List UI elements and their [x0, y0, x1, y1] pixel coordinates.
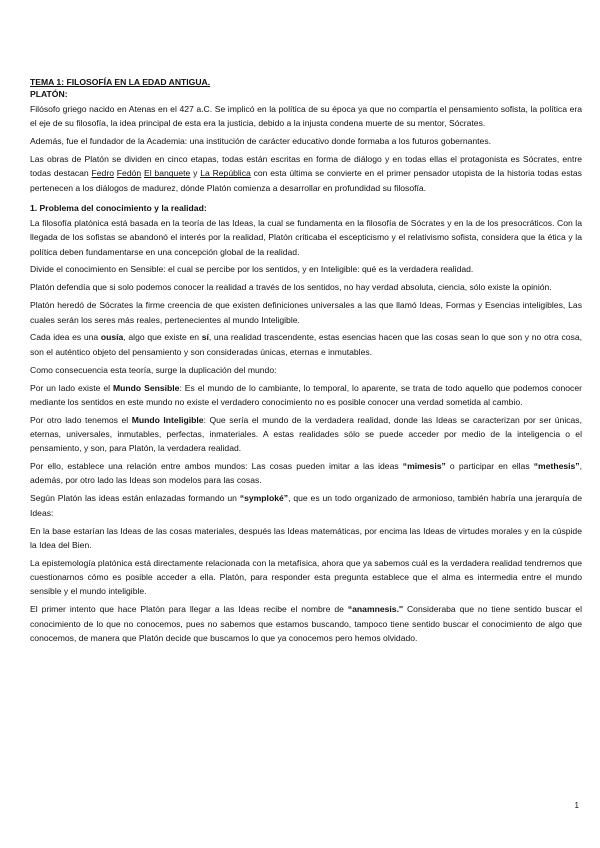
section-paragraph-7 [30, 381, 582, 410]
term-mimesis: “mimesis” [402, 461, 446, 472]
work-el-banquete: El banquete [143, 168, 191, 179]
section-paragraph-5 [30, 330, 582, 359]
text-run: Según Platón las ideas están enlazadas formando un [30, 493, 240, 504]
term-ousia: ousía [100, 332, 124, 343]
section-paragraph-13 [30, 602, 582, 645]
section-paragraph-1: La filosofía platónica está basada en la teoría de las Ideas, la cual se fundamenta en la filosofía de Sócrates y en la de los presocráticos. Con la llegada de los sofistas se abandonó el interés por la realidad, Platón criticaba el escepticismo y el relativismo sofista, considera que la ética y la política deben fundamentarse en una concepción global de la realidad. [30, 217, 582, 257]
work-la-republica: La República [200, 168, 251, 179]
section-paragraph-8 [30, 413, 582, 456]
text-run: Cada idea es una [30, 332, 101, 343]
text-run: Por otro lado tenemos el [30, 414, 132, 425]
document-page [30, 76, 582, 649]
text-run: Por ello, establece una relación entre ambos mundos: Las cosas pueden imitar a las ideas [30, 461, 403, 472]
text-run: , además, por otro lado las Ideas son modelos para las cosas. [30, 461, 582, 486]
text-run: Por un lado existe el [30, 382, 113, 393]
text-run: Las obras de Platón se dividen en cinco etapas, todas están escritas en forma de diálogo y en todas ellas el protagonista es Sócrates, entre todas destacan [30, 154, 582, 179]
term-methesis: “methesis” [533, 461, 580, 472]
section-paragraph-11: En la base estarían las Ideas de las cosas materiales, después las Ideas matemáticas, por encima las Ideas de virtudes morales y en la cúspide la Idea del Bien. [30, 525, 582, 550]
section-paragraph-4: Platón heredó de Sócrates la firme creencia de que existen definiciones universales a las que llamó Ideas, Formas y Esencias inteligibles, Las cuales serán los seres más reales, pertenecientes al mundo Inteligible. [30, 300, 582, 325]
text-run: , una realidad trascendente, estas esencias hacen que las cosas sean lo que son y no otra cosa, son el auténtico objeto del pensamiento y son consideradas únicas, eternas e inmutables. [30, 332, 582, 357]
term-anamnesis: “anamnesis.'' [347, 604, 404, 615]
term-symploke: “symploké” [239, 493, 289, 504]
work-fedro: Fedro [91, 168, 114, 179]
section-paragraph-12: La epistemología platónica está directamente relacionada con la metafísica, ahora que ya sabemos cuál es la verdadera realidad tendremos que cuestionarnos cómo es posible acceder a ella. Platón, para responder esta pregunta establece que el alma es intermedia entre el mundo sensible y el mundo inteligible. [30, 557, 582, 597]
document-title: TEMA 1: FILOSOFÍA EN LA EDAD ANTIGUA. [30, 77, 211, 87]
work-fedon: Fedón [116, 168, 142, 179]
intro-paragraph-3 [30, 152, 582, 195]
section-paragraph-2: Divide el conocimiento en Sensible: el cual se percibe por los sentidos, y en Inteligible: qué es la verdadera realidad. [30, 264, 474, 275]
author-heading: PLATÓN: [30, 89, 68, 99]
text-run: o participar en ellas [445, 461, 534, 472]
text-run: Consideraba que no tiene sentido buscar el conocimiento de lo que no conocemos, pues no sabemos que estamos buscando, tampoco tiene sentido buscar el conocimiento de algo que conocemos, de manera que Platón decide que buscamos lo que ya conocemos pero hemos olvidado. [30, 604, 582, 643]
text-run: con esta última se convierte en el primer pensador utopista de la historia todas estas pertenecen a los diálogos de madurez, dónde Platón comienza a desarrollar en profundidad su filosofía. [30, 168, 582, 193]
text-run: El primer intento que hace Platón para llegar a las Ideas recibe el nombre de [30, 604, 348, 615]
term-mundo-sensible: Mundo Sensible [113, 382, 180, 393]
text-run: y [190, 168, 201, 179]
intro-paragraph-2: Además, fue el fundador de la Academia: una institución de carácter educativo donde formaba a los futuros gobernantes. [30, 136, 492, 147]
page-number: 1 [574, 801, 579, 810]
section-heading: 1. Problema del conocimiento y la realidad: [30, 202, 207, 213]
intro-paragraph-1: Filósofo griego nacido en Atenas en el 427 a.C. Se implicó en la política de su época ya que no compartía el pensamiento sofista, la política era el eje de su filosofía, la idea principal de esta era la justicia, debido a la injusta condena muerte de su mentor, Sócrates. [30, 104, 582, 129]
text-run: , algo que existe en [123, 332, 202, 343]
term-si: sí [201, 332, 209, 343]
section-paragraph-10 [30, 491, 582, 520]
text-run: : Es el mundo de lo cambiante, lo temporal, lo aparente, se trata de todo aquello que podemos conocer mediante los sentidos en este mundo no existe el verdadero conocimiento no es posible conocer una verdad sometida al cambio. [30, 382, 582, 407]
section-paragraph-9 [30, 459, 582, 488]
term-mundo-inteligible: Mundo Inteligible [131, 414, 204, 425]
text-run: , que es un todo organizado de armonioso, también habría una jerarquía de Ideas: [30, 493, 582, 518]
section-paragraph-6: Como consecuencia esta teoría, surge la duplicación del mundo: [30, 364, 277, 375]
section-paragraph-3: Platón defendía que si solo podemos conocer la realidad a través de los sentidos, no hay verdad absoluta, ciencia, sólo existe la opinión. [30, 282, 552, 293]
text-run: : Que sería el mundo de la verdadera realidad, donde las Ideas se caracterizan por ser únicas, eternas, universales, inmutables, perfectas, inmateriales. A estas realidades sólo se puede acceder por medio de la inteligencia o el pensamiento, y son, para Platón, la verdadera realidad. [30, 414, 582, 454]
